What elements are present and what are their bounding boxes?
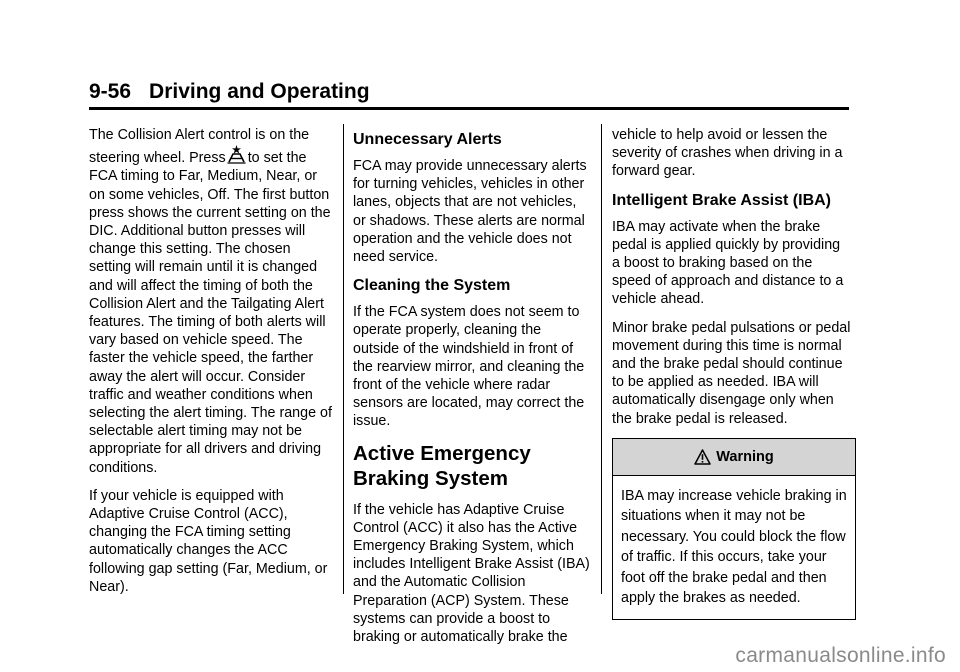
collision-alert-icon <box>227 144 246 164</box>
warning-header <box>613 439 855 476</box>
heading-intelligent-brake-assist: Intelligent Brake Assist (IBA) <box>612 191 832 209</box>
warning-title: Warning <box>716 448 774 465</box>
column-divider-1 <box>343 124 344 594</box>
column-3 <box>612 126 852 620</box>
heading-unnecessary-alerts: Unnecessary Alerts <box>353 131 502 148</box>
warning-box <box>612 438 856 620</box>
paragraph-text-end: to set the FCA timing to Far, Medium, Near, or on some vehicles, Off. The first button press shows the current setting on the DIC. Additional button presses will change this setting. The chosen setting will remain until it is changed and will affect the timing of both the Collision Alert and the Tailgating Alert features. The timing of both alerts will vary based on vehicle speed. The faster the vehicle speed, the farther away the alert will occur. Consider traffic and weather conditions when selecting the alert timing. The range of selectable alert timing may not be appropriate for all drivers and driving conditions. <box>89 150 332 476</box>
cleaning-system-paragraph: If the FCA system does not seem to operate properly, cleaning the outside of the windshield in front of the rearview mirror, and cleaning the front of the vehicle where radar sensors are located, may correct the issue. <box>353 304 585 430</box>
acc-paragraph: If your vehicle is equipped with Adaptive Cruise Control (ACC), changing the FCA timing setting automatically changes the ACC following gap setting (Far, Medium, or Near). <box>89 487 328 595</box>
active-emergency-braking-paragraph: If the vehicle has Adaptive Cruise Control (ACC) it also has the Active Emergency Braking System, which includes Intelligent Brake Assist (IBA) and the Automatic Collision Preparation (ACP) System. These systems can provide a boost to braking or automatically brake the <box>353 501 590 646</box>
heading-active-emergency-braking: Active Emergency Braking System <box>353 441 531 490</box>
warning-triangle-icon <box>694 449 711 465</box>
column-divider-2 <box>601 124 602 594</box>
collision-alert-paragraph <box>89 126 335 477</box>
section-title: Driving and Operating <box>149 80 370 103</box>
page-header <box>89 80 849 110</box>
watermark: carmanualsonline.info <box>735 644 946 667</box>
iba-paragraph-1: IBA may activate when the brake pedal is applied quickly by providing a boost to braking based on the speed of approach and distance to a vehicle ahead. <box>612 218 844 308</box>
continued-paragraph: vehicle to help avoid or lessen the severity of crashes when driving in a forward gear. <box>612 127 843 180</box>
column-1 <box>89 126 335 606</box>
paragraph-text-start: The Collision Alert control is on the steering wheel. Press <box>89 127 310 167</box>
heading-cleaning-system: Cleaning the System <box>353 277 511 295</box>
column-2 <box>353 126 591 656</box>
warning-text: IBA may increase vehicle braking in situations when it may not be necessary. You could block the flow of traffic. If this occurs, take your foot off the brake pedal and then apply the brakes as needed. <box>621 487 847 607</box>
page-number: 9-56 <box>89 80 132 103</box>
iba-paragraph-2: Minor brake pedal pulsations or pedal movement during this time is normal and the brake pedal should continue to be applied as needed. IBA will automatically disengage only when the brake pedal is released. <box>612 319 851 427</box>
unnecessary-alerts-paragraph: FCA may provide unnecessary alerts for turning vehicles, vehicles in other lanes, objects that are not vehicles, or shadows. These alerts are normal operation and the vehicle does not need service. <box>353 158 587 266</box>
